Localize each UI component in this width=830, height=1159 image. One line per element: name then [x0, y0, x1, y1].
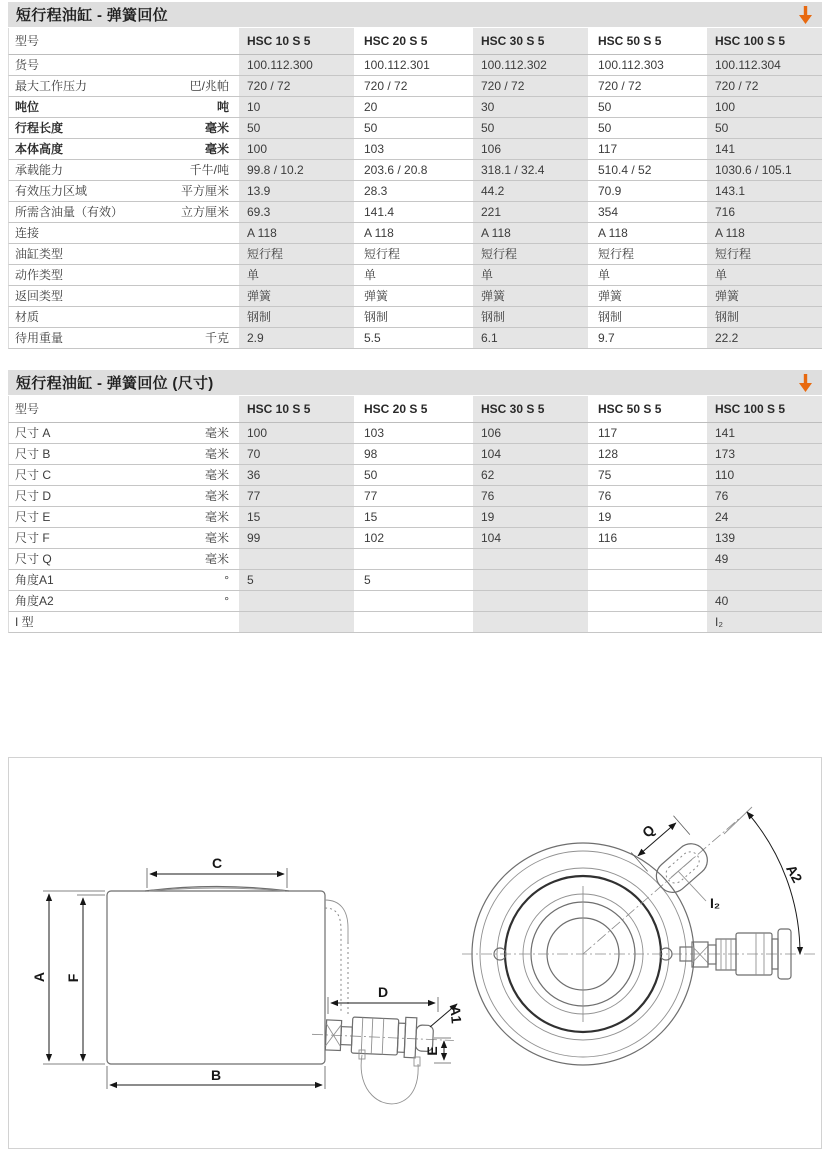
- table-row: [8, 139, 822, 160]
- value-cell: 22.2: [707, 328, 822, 348]
- value-cell: 173: [707, 444, 822, 464]
- value-cell: 50: [364, 121, 378, 135]
- dimension-table-section: [8, 370, 822, 633]
- value-cell: A 118: [239, 223, 354, 243]
- value-cell: [239, 612, 354, 632]
- value-cell: 77: [239, 486, 354, 506]
- value-cell: A 118: [707, 223, 822, 243]
- value-cell: 75: [598, 468, 612, 482]
- dim-label-q: Q: [638, 821, 658, 841]
- row-label: 承载能力: [15, 163, 64, 177]
- value-cell: 钢制: [473, 307, 588, 327]
- value-cell: 221: [473, 202, 588, 222]
- value-cell: 141: [707, 139, 822, 159]
- row-label-cell: [9, 549, 237, 569]
- model-header-cell: HSC 50 S 5: [598, 34, 662, 48]
- value-cell: I₂: [707, 612, 822, 632]
- row-unit: °: [224, 594, 229, 608]
- value-cell: 30: [473, 97, 588, 117]
- row-label-cell: [9, 244, 237, 264]
- value-cell: 19: [598, 510, 612, 524]
- value-cell: 6.1: [473, 328, 588, 348]
- value-cell: 50: [473, 118, 588, 138]
- value-cell: 62: [473, 465, 588, 485]
- value-cell: [356, 549, 471, 569]
- value-cell: 106: [473, 139, 588, 159]
- value-cell: 5: [239, 570, 354, 590]
- table-row: [8, 76, 822, 97]
- value-cell: 720 / 72: [364, 79, 408, 93]
- value-cell: 钢制: [239, 307, 354, 327]
- value-cell: 2.9: [239, 328, 354, 348]
- row-label: 待用重量: [15, 331, 64, 345]
- row-label-cell: [9, 55, 237, 75]
- value-cell: 116: [598, 531, 618, 545]
- row-unit: [229, 307, 237, 327]
- value-cell: 99.8 / 10.2: [239, 160, 354, 180]
- value-cell: 弹簧: [598, 289, 623, 303]
- value-cell: 99: [239, 528, 354, 548]
- row-unit: 毫米: [204, 489, 229, 503]
- row-label: 货号: [15, 58, 40, 72]
- value-cell: [590, 591, 705, 611]
- row-label-cell: [9, 286, 237, 306]
- value-cell: 100.112.302: [473, 55, 588, 75]
- dimension-table-body: [8, 423, 822, 633]
- value-cell: 104: [473, 444, 588, 464]
- spec-table-section: [8, 2, 822, 349]
- row-label-cell: [9, 486, 237, 506]
- row-label-cell: [9, 423, 237, 443]
- value-cell: 短行程: [239, 244, 354, 264]
- row-label: 油缸类型: [15, 247, 64, 261]
- value-cell: 44.2: [473, 181, 588, 201]
- table-row: [8, 591, 822, 612]
- row-label-cell: [9, 528, 237, 548]
- row-unit: 吨: [216, 100, 229, 114]
- value-cell: 100.112.303: [598, 58, 664, 72]
- side-view: [31, 855, 465, 1104]
- row-label-cell: [9, 328, 237, 348]
- table-row: [8, 55, 822, 76]
- value-cell: 单: [598, 268, 611, 282]
- dim-label-a2: A2: [783, 861, 806, 886]
- value-cell: 203.6 / 20.8: [364, 163, 428, 177]
- dim-label-i2: I₂: [710, 895, 721, 911]
- dim-label-b: B: [210, 1067, 222, 1083]
- value-cell: 117: [598, 426, 618, 440]
- value-cell: 短行程: [364, 247, 401, 261]
- row-label-cell: [9, 507, 237, 527]
- table-row: [8, 549, 822, 570]
- dim-label-e: E: [424, 1046, 440, 1056]
- value-cell: 100: [707, 97, 822, 117]
- value-cell: [707, 570, 822, 590]
- model-header-cell: HSC 20 S 5: [364, 34, 428, 48]
- row-unit: [229, 265, 237, 285]
- table-row: [8, 528, 822, 549]
- row-label-cell: [9, 444, 237, 464]
- down-arrow-icon[interactable]: [798, 5, 813, 25]
- value-cell: 110: [707, 465, 822, 485]
- row-label-cell: [9, 160, 237, 180]
- value-cell: 100: [239, 139, 354, 159]
- down-arrow-icon[interactable]: [798, 373, 813, 393]
- value-cell: [356, 591, 471, 611]
- value-cell: 318.1 / 32.4: [473, 160, 588, 180]
- dim-label-f: F: [65, 973, 81, 983]
- table-row: [8, 444, 822, 465]
- value-cell: 510.4 / 52: [598, 163, 652, 177]
- value-cell: 117: [598, 142, 618, 156]
- value-cell: 15: [239, 507, 354, 527]
- row-label-cell: [9, 76, 237, 96]
- table-row: [8, 181, 822, 202]
- table-header-row: [8, 28, 822, 55]
- value-cell: 69.3: [239, 202, 354, 222]
- value-cell: 104: [473, 528, 588, 548]
- section-title: 短行程油缸 - 弹簧回位 (尺寸): [16, 375, 214, 392]
- row-unit: 毫米: [204, 510, 229, 524]
- model-header-cell: HSC 100 S 5: [707, 396, 822, 422]
- model-header-cell: HSC 30 S 5: [473, 396, 588, 422]
- value-cell: 76: [473, 486, 588, 506]
- value-cell: 103: [364, 142, 385, 156]
- value-cell: 单: [707, 265, 822, 285]
- table-row: [8, 307, 822, 328]
- value-cell: 102: [364, 531, 385, 545]
- row-label: 尺寸 C: [15, 468, 52, 482]
- table-header-row: [8, 396, 822, 423]
- row-label-cell: [9, 465, 237, 485]
- section-title-bar: [8, 2, 822, 27]
- value-cell: 70.9: [598, 184, 622, 198]
- value-cell: 50: [598, 121, 612, 135]
- value-cell: 钢制: [598, 310, 623, 324]
- header-label-cell: [9, 28, 237, 54]
- value-cell: [590, 549, 705, 569]
- row-label-cell: [9, 202, 237, 222]
- row-unit: 毫米: [204, 426, 229, 440]
- row-label: 返回类型: [15, 289, 64, 303]
- value-cell: 弹簧: [707, 286, 822, 306]
- dim-label-a1: A1: [447, 1004, 465, 1025]
- row-label: 行程长度: [15, 121, 64, 135]
- spec-table-body: [8, 55, 822, 349]
- value-cell: 15: [364, 510, 378, 524]
- row-label: 尺寸 D: [15, 489, 52, 503]
- value-cell: 100.112.304: [707, 55, 822, 75]
- cylinder-body: [107, 891, 325, 1064]
- model-header-cell: HSC 100 S 5: [707, 28, 822, 54]
- value-cell: 弹簧: [473, 286, 588, 306]
- value-cell: 100: [239, 423, 354, 443]
- table-row: [8, 486, 822, 507]
- row-label: 吨位: [15, 100, 40, 114]
- row-label: 尺寸 F: [15, 531, 50, 545]
- model-header-cell: HSC 10 S 5: [239, 396, 354, 422]
- value-cell: 单: [473, 265, 588, 285]
- dim-label-c: C: [211, 855, 223, 871]
- model-header-cell: HSC 50 S 5: [598, 402, 662, 416]
- model-header-cell: HSC 20 S 5: [364, 402, 428, 416]
- table-row: [8, 244, 822, 265]
- value-cell: 128: [598, 447, 619, 461]
- row-unit: 千克: [204, 331, 229, 345]
- row-unit: [229, 286, 237, 306]
- value-cell: 76: [707, 486, 822, 506]
- row-unit: 立方厘米: [180, 205, 229, 219]
- row-label: 连接: [15, 226, 40, 240]
- row-label-cell: [9, 612, 237, 632]
- value-cell: 1030.6 / 105.1: [707, 160, 822, 180]
- value-cell: 720 / 72: [598, 79, 642, 93]
- row-unit: [229, 223, 237, 243]
- row-label-cell: [9, 307, 237, 327]
- value-cell: 单: [364, 268, 377, 282]
- dim-label-d: D: [377, 984, 389, 1000]
- value-cell: 短行程: [707, 244, 822, 264]
- row-label: 有效压力区域: [15, 184, 88, 198]
- value-cell: 单: [239, 265, 354, 285]
- value-cell: 50: [239, 118, 354, 138]
- value-cell: A 118: [364, 226, 394, 240]
- row-unit: [229, 612, 237, 632]
- value-cell: 40: [707, 591, 822, 611]
- value-cell: 720 / 72: [473, 76, 588, 96]
- value-cell: A 118: [473, 223, 588, 243]
- row-unit: 千牛/吨: [189, 163, 229, 177]
- table-row: [8, 223, 822, 244]
- row-label-cell: [9, 181, 237, 201]
- value-cell: 钢制: [364, 310, 389, 324]
- row-unit: 毫米: [204, 447, 229, 461]
- value-cell: 141: [707, 423, 822, 443]
- row-label: 所需含油量（有效）: [15, 205, 124, 219]
- table-row: [8, 328, 822, 349]
- value-cell: [239, 549, 354, 569]
- value-cell: 短行程: [598, 247, 635, 261]
- value-cell: 24: [707, 507, 822, 527]
- value-cell: 716: [707, 202, 822, 222]
- row-label: 角度A1: [15, 573, 54, 587]
- table-row: [8, 423, 822, 444]
- row-label: 本体高度: [15, 142, 64, 156]
- row-label: 尺寸 A: [15, 426, 51, 440]
- value-cell: 49: [707, 549, 822, 569]
- row-unit: [229, 244, 237, 264]
- row-label: 角度A2: [15, 594, 54, 608]
- model-header-cell: HSC 30 S 5: [473, 28, 588, 54]
- row-label-cell: [9, 118, 237, 138]
- value-cell: 弹簧: [364, 289, 389, 303]
- row-label-cell: [9, 223, 237, 243]
- section-title: 短行程油缸 - 弹簧回位: [16, 7, 168, 24]
- row-label-cell: [9, 570, 237, 590]
- row-unit: 毫米: [204, 142, 229, 156]
- value-cell: 106: [473, 423, 588, 443]
- row-label: 动作类型: [15, 268, 64, 282]
- header-label: 型号: [15, 402, 40, 416]
- value-cell: 143.1: [707, 181, 822, 201]
- table-row: [8, 118, 822, 139]
- value-cell: [473, 591, 588, 611]
- table-row: [8, 570, 822, 591]
- row-label: 尺寸 E: [15, 510, 51, 524]
- value-cell: 103: [364, 426, 385, 440]
- section-title-bar: [8, 370, 822, 395]
- row-label-cell: [9, 97, 237, 117]
- row-label: 尺寸 Q: [15, 552, 52, 566]
- value-cell: 5: [364, 573, 371, 587]
- table-row: [8, 202, 822, 223]
- header-label-cell: [9, 396, 237, 422]
- value-cell: 720 / 72: [707, 76, 822, 96]
- model-header-cell: HSC 10 S 5: [239, 28, 354, 54]
- value-cell: 9.7: [598, 331, 615, 345]
- value-cell: [590, 612, 705, 632]
- value-cell: 10: [239, 97, 354, 117]
- row-label-cell: [9, 139, 237, 159]
- value-cell: 139: [707, 528, 822, 548]
- value-cell: [590, 570, 705, 590]
- row-label: 尺寸 B: [15, 447, 51, 461]
- row-unit: 平方厘米: [180, 184, 229, 198]
- value-cell: 50: [364, 468, 378, 482]
- value-cell: 70: [239, 444, 354, 464]
- value-cell: 钢制: [707, 307, 822, 327]
- value-cell: [473, 570, 588, 590]
- value-cell: 720 / 72: [239, 76, 354, 96]
- table-row: [8, 612, 822, 633]
- table-row: [8, 465, 822, 486]
- value-cell: 76: [598, 489, 612, 503]
- row-label: I 型: [15, 615, 34, 629]
- technical-drawing: [9, 758, 821, 1148]
- table-row: [8, 265, 822, 286]
- table-row: [8, 286, 822, 307]
- value-cell: 98: [364, 447, 378, 461]
- value-cell: 20: [364, 100, 378, 114]
- table-row: [8, 97, 822, 118]
- row-label: 材质: [15, 310, 40, 324]
- value-cell: 36: [239, 465, 354, 485]
- value-cell: 短行程: [473, 244, 588, 264]
- row-label-cell: [9, 591, 237, 611]
- saddle: [145, 887, 289, 892]
- row-unit: 毫米: [204, 531, 229, 545]
- value-cell: [473, 549, 588, 569]
- row-unit: 巴/兆帕: [189, 79, 229, 93]
- value-cell: 弹簧: [239, 286, 354, 306]
- value-cell: [473, 612, 588, 632]
- header-label: 型号: [15, 34, 40, 48]
- value-cell: 19: [473, 507, 588, 527]
- value-cell: 100.112.300: [239, 55, 354, 75]
- value-cell: 100.112.301: [364, 58, 430, 72]
- top-view: [462, 806, 816, 1065]
- table-row: [8, 507, 822, 528]
- value-cell: 5.5: [364, 331, 381, 345]
- row-unit: °: [224, 573, 229, 587]
- row-unit: [229, 55, 237, 75]
- value-cell: [356, 612, 471, 632]
- row-label-cell: [9, 265, 237, 285]
- value-cell: [239, 591, 354, 611]
- dim-label-a: A: [31, 971, 47, 983]
- value-cell: 50: [707, 118, 822, 138]
- value-cell: A 118: [598, 226, 628, 240]
- row-label: 最大工作压力: [15, 79, 88, 93]
- value-cell: 354: [598, 205, 619, 219]
- dust-cap-lanyard: [361, 1055, 418, 1104]
- value-cell: 50: [598, 100, 612, 114]
- value-cell: 141.4: [364, 205, 395, 219]
- row-unit: 毫米: [204, 552, 229, 566]
- value-cell: 77: [364, 489, 378, 503]
- table-row: [8, 160, 822, 181]
- value-cell: 13.9: [239, 181, 354, 201]
- technical-drawing-panel: [8, 757, 822, 1149]
- row-unit: 毫米: [204, 468, 229, 482]
- value-cell: 28.3: [364, 184, 388, 198]
- row-unit: 毫米: [204, 121, 229, 135]
